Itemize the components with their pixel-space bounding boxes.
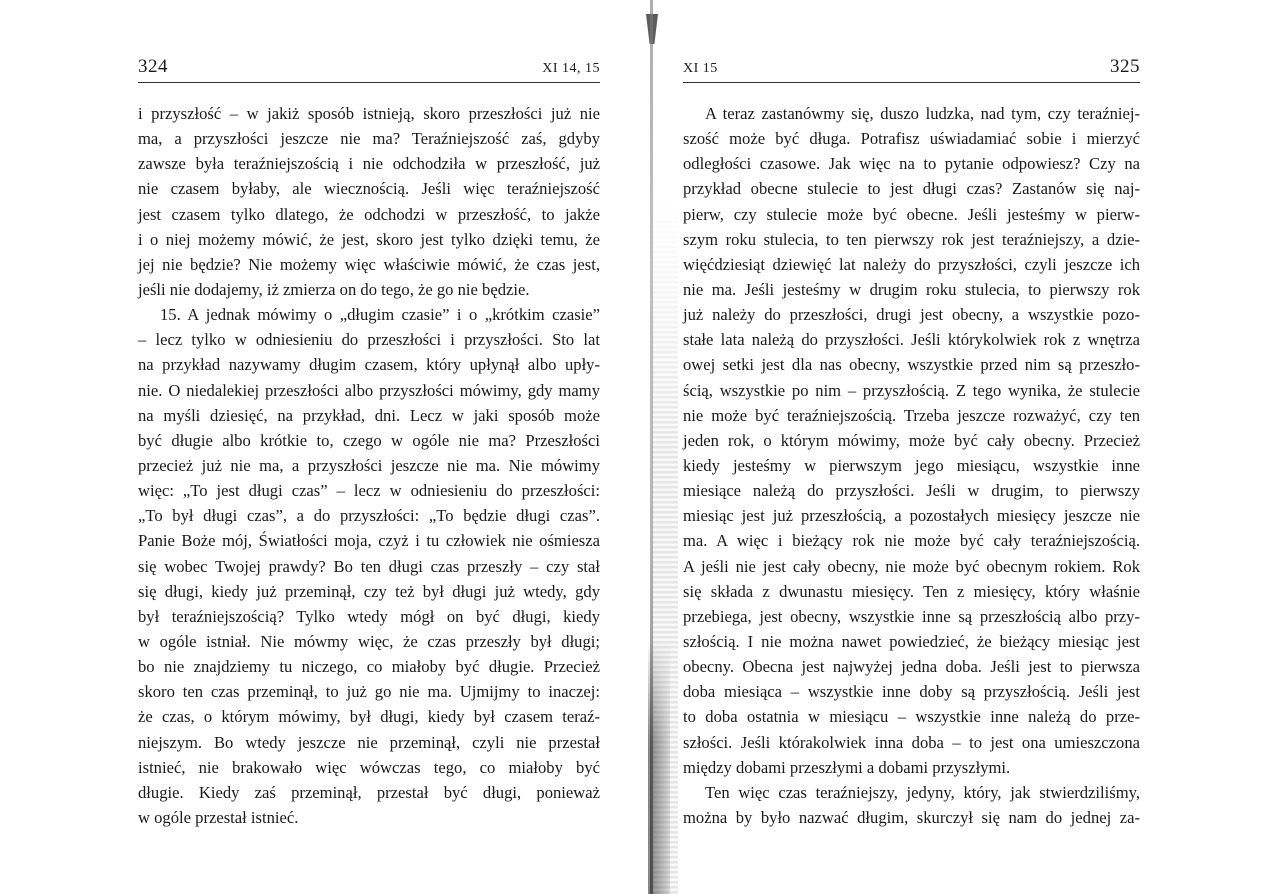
text-line: miesiące należą do przyszłości. Jeśli w drugim, to pierwszy <box>683 481 1140 501</box>
text-line: obecny. Obecna jest najwyżej jedna doba. Jeśli jest to pierwsza <box>683 657 1140 677</box>
text-line: Ten więc czas teraźniejszy, jedyny, który, jak stwierdziliśmy, <box>705 782 1140 802</box>
gutter-dark-shadow <box>648 640 670 894</box>
text-line: zawsze była teraźniejszością i nie odchodziła w przeszłość, już <box>138 154 600 174</box>
text-line: kiedy jesteśmy w pierwszym jego miesiącu, wszystkie inne <box>683 455 1140 475</box>
text-line: nie czasem byłaby, ale wiecznością. Jeśli więc teraźniejszość <box>138 179 600 199</box>
text-line: że czas, o którym mówimy, był długi, kiedy był czasem teraź- <box>138 707 600 727</box>
text-line: pierw, czy stulecie może być obecne. Jeśli jesteśmy w pierw- <box>683 204 1140 224</box>
running-head: XI 14, 15 <box>542 61 600 76</box>
text-line: szość może być długa. Potrafisz uświadamiać sobie i mierzyć <box>683 129 1140 149</box>
text-line: nie ma. Jeśli jesteśmy w drugim roku stulecia, to pierwszy rok <box>683 279 1140 299</box>
text-line: w ogóle istniał. Nie mówmy więc, że czas przeszły był długi; <box>138 631 600 651</box>
text-line: przebiega, jest obecny, wszystkie inne są przeszłością albo przy- <box>683 606 1140 626</box>
text-line: się wobec Twojej prawdy? Bo ten długi czas przeszły – czy stał <box>138 556 600 576</box>
left-page-text <box>138 101 600 830</box>
text-line: ma, a przyszłości jeszcze nie ma? Teraźniejszość zaś, gdyby <box>138 129 600 149</box>
text-line: ścią, wszystkie po nim – przyszłością. Z tego wynika, że stulecie <box>683 380 1140 400</box>
text-line: i przyszłość – w jakiż sposób istnieją, skoro przeszłości już nie <box>138 104 600 123</box>
text-line: między dobami przeszłymi a dobami przyszłymi. <box>683 757 1011 777</box>
text-line: już należy do przeszłości, drugi jest obecny, a wszystkie pozo- <box>683 305 1140 325</box>
text-line: bo nie znajdziemy tu niczego, co miałoby być długie. Przecież <box>138 657 600 677</box>
right-page <box>683 0 1140 894</box>
text-line: się składa z dwunastu miesięcy. Ten z miesięcy, który właśnie <box>683 581 1140 601</box>
running-head: XI 15 <box>683 61 718 76</box>
text-line: i o niej możemy mówić, że jest, skoro jest tylko dzięki temu, że <box>138 229 600 249</box>
text-line: na myśli dziesięć, na przykład, dni. Lecz w jaki sposób może <box>138 405 600 425</box>
text-line: – lecz tylko w odniesieniu do przeszłości i przyszłości. Sto lat <box>138 330 600 350</box>
text-line: jeśli nie dodajemy, iż zmierza on do tego, że go nie będzie. <box>138 279 530 299</box>
text-line: przecież już nie ma, a przyszłości jeszcze nie ma. Nie mówimy <box>138 455 600 475</box>
text-line: niejszym. Bo wtedy jeszcze nie przeminął, czyli nie przestał <box>138 732 600 752</box>
text-line: szłości. Jeśli którakolwiek inna doba – to jest ona umieszczona <box>683 732 1140 752</box>
text-line: A teraz zastanówmy się, duszo ludzka, nad tym, czy teraźniej- <box>705 104 1140 123</box>
text-line: skoro ten czas przeminął, to już go nie ma. Ujmijmy to inaczej: <box>138 682 600 702</box>
right-page-text <box>683 101 1140 830</box>
text-line: na przykład nazywamy długim czasem, który upłynął albo upły- <box>138 355 600 375</box>
text-line: istnieć, nie brakowało więc wówczas tego, co miałoby być <box>138 757 600 777</box>
text-line: szłością. I nie można nawet powiedzieć, że bieżący miesiąc jest <box>683 631 1140 651</box>
text-line: więćdziesiąt dziewięć lat należy do przyszłości, czyli jeszcze ich <box>683 254 1140 274</box>
text-line: przykład obecne stulecie to jest długi czas? Zastanów się naj- <box>683 179 1140 199</box>
text-line: doba miesiąca – wszystkie inne doby są przyszłością. Jeśli jest <box>683 682 1140 702</box>
text-line: „To był długi czas”, a do przyszłości: „To będzie długi czas”. <box>138 506 600 526</box>
text-line: stałe lata należą do przyszłości. Jeśli którykolwiek rok z wnętrza <box>683 330 1140 350</box>
text-line: owej setki jest dla nas obecny, wszystkie przed nim są przeszło- <box>683 355 1140 375</box>
text-line: długie. Kiedy zaś przeminął, przestał być długi, ponieważ <box>138 782 600 802</box>
text-line: jest czasem tylko dlatego, że odchodzi w przeszłość, to jakże <box>138 204 600 224</box>
text-line: szym roku stulecia, to ten pierwszy rok jest teraźniejszy, a dzie- <box>683 229 1140 249</box>
page-number: 324 <box>138 56 168 77</box>
book-gutter <box>646 0 680 894</box>
left-page-header <box>138 54 600 83</box>
text-line: ma. A więc i bieżący rok nie może być cały teraźniejszością. <box>683 531 1140 551</box>
text-line: można by było nazwać długim, skurczył się nam do jednej za- <box>683 807 1140 827</box>
text-line: być długie albo krótkie to, czego w ogóle nie ma? Przeszłości <box>138 430 600 450</box>
text-line: miesiąc jest już przeszłością, a pozostałych miesięcy jeszcze nie <box>683 506 1140 526</box>
text-line: nie. O niedalekiej przeszłości albo przyszłości mówimy, gdy mamy <box>138 380 600 400</box>
text-line: był teraźniejszością? Tylko wtedy mógł on być długi, kiedy <box>138 606 600 626</box>
text-line: Panie Boże mój, Światłości moja, czyż i tu człowiek nie ośmiesza <box>138 531 600 551</box>
right-page-header <box>683 54 1140 83</box>
left-page <box>138 0 600 894</box>
text-line: A jeśli nie jest cały obecny, nie może być obecnym rokiem. Rok <box>683 556 1140 576</box>
text-line: jej nie będzie? Nie możemy więc właściwie mówić, że czas jest, <box>138 254 600 274</box>
text-line: nie może być teraźniejszością. Trzeba jeszcze rozważyć, czy ten <box>683 405 1140 425</box>
page-number: 325 <box>1110 56 1140 77</box>
text-line: jeden rok, o którym mówimy, może być cały obecny. Przecież <box>683 430 1140 450</box>
text-line: w ogóle przestał istnieć. <box>138 807 299 827</box>
text-line: więc: „To jest długi czas” – lecz w odniesieniu do przeszłości: <box>138 481 600 501</box>
text-line: się długi, kiedy już przeminął, czy też był długi już wtedy, gdy <box>138 581 600 601</box>
text-line: to doba ostatnia w miesiącu – wszystkie inne należą do prze- <box>683 707 1140 727</box>
text-line: 15. A jednak mówimy o „długim czasie” i o „krótkim czasie” <box>160 305 600 325</box>
text-line: odległości czasowe. Jak więc na to pytanie odpowiesz? Czy na <box>683 154 1140 174</box>
